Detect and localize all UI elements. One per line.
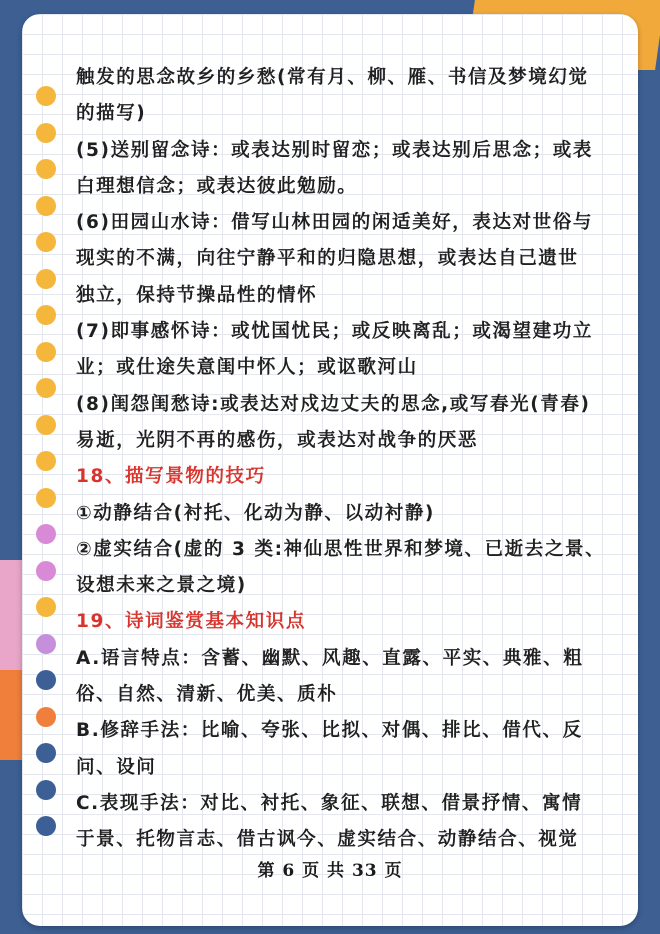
binder-ring — [36, 159, 56, 179]
text-line: B.修辞手法：比喻、夸张、比拟、对偶、排比、借代、反 — [76, 720, 583, 742]
text-line: ①动静结合(衬托、化动为静、以动衬静) — [76, 502, 435, 524]
text-line: 触发的思念故乡的乡愁(常有月、柳、雁、书信及梦境幻觉 — [76, 67, 589, 88]
text-line: (6)田园山水诗：借写山林田园的闲适美好，表达对世俗与 — [76, 212, 593, 234]
binder-ring — [36, 670, 56, 690]
section-heading: 19、诗词鉴赏基本知识点 — [76, 611, 306, 633]
binder-ring — [36, 634, 56, 654]
binder-ring — [36, 597, 56, 617]
binder-ring — [36, 524, 56, 544]
text-line: (7)即事感怀诗：或忧国忧民；或反映离乱；或渴望建功立 — [76, 321, 593, 343]
text-line: (8)闺怨闺愁诗:或表达对戍边丈夫的思念,或写春光(青春) — [76, 393, 591, 415]
binder-ring — [36, 415, 56, 435]
page-content — [76, 60, 624, 859]
binder-ring — [36, 451, 56, 471]
text-line: 独立，保持节操品性的情怀 — [76, 284, 318, 306]
binder-ring — [36, 561, 56, 581]
text-line: 的描写) — [76, 103, 147, 125]
text-line: 白理想信念；或表达彼此勉励。 — [76, 175, 358, 197]
text-line: 于景、托物言志、借古讽今、虚实结合、动静结合、视觉 — [76, 829, 579, 851]
text-line: 设想未来之景之境) — [76, 575, 247, 597]
text-line: 问、设问 — [76, 756, 157, 778]
text-line: 现实的不满，向往宁静平和的归隐思想，或表达自己遗世 — [76, 248, 579, 270]
text-line: (5)送别留念诗：或表达别时留恋；或表达别后思念；或表 — [76, 139, 593, 161]
text-line: C.表现手法：对比、衬托、象征、联想、借景抒情、寓情 — [76, 792, 583, 814]
binder-ring — [36, 378, 56, 398]
binder-ring — [36, 123, 56, 143]
text-line: 业；或仕途失意闺中怀人；或讴歌河山 — [76, 357, 418, 379]
page-footer: 第 6 页 共 33 页 — [257, 861, 403, 881]
text-line: 易逝，光阴不再的感伤，或表达对战争的厌恶 — [76, 429, 479, 451]
text-line: ②虚实结合(虚的 3 类:神仙思性世界和梦境、已逝去之景、 — [76, 538, 606, 560]
binder-ring — [36, 780, 56, 800]
binder-ring — [36, 707, 56, 727]
binder-ring — [36, 269, 56, 289]
text-line: A.语言特点：含蓄、幽默、风趣、直露、平实、典雅、粗 — [76, 647, 584, 669]
binder-ring — [36, 743, 56, 763]
binder-ring — [36, 196, 56, 216]
binder-ring — [36, 86, 56, 106]
binder-ring — [36, 232, 56, 252]
binder-ring — [36, 305, 56, 325]
binder-ring — [36, 816, 56, 836]
section-heading: 18、描写景物的技巧 — [76, 466, 266, 488]
text-line: 俗、自然、清新、优美、质朴 — [76, 684, 338, 706]
binder-ring — [36, 342, 56, 362]
binder-ring — [36, 488, 56, 508]
